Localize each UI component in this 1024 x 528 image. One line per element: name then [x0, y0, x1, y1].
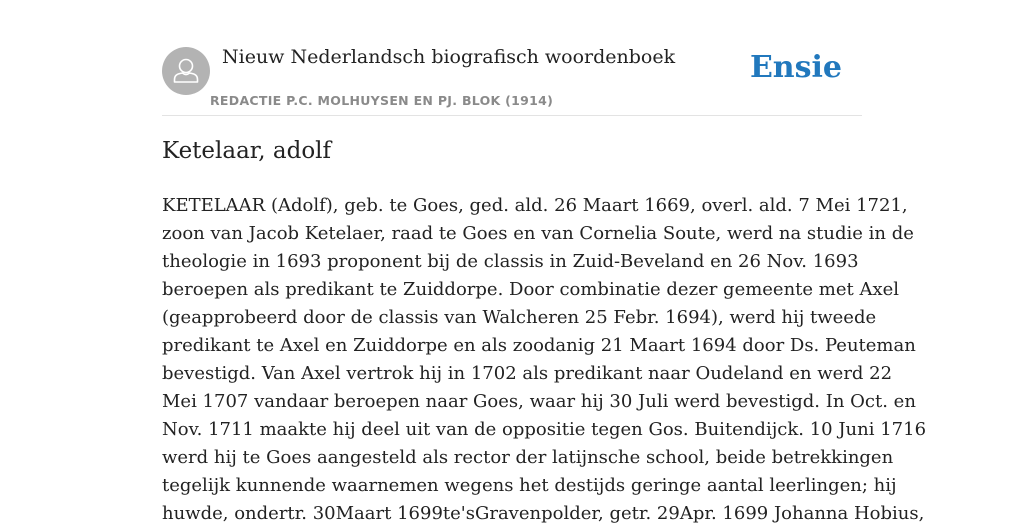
body-line: Mei 1707 vandaar beroepen naar Goes, waar hij 30 Juli werd bevestigd. In Oct. en: [162, 391, 916, 412]
ensie-logo[interactable]: Ensie: [749, 50, 842, 85]
body-line: tegelijk kunnende waarnemen wegens het destijds geringe aantal leerlingen; hij: [162, 475, 897, 496]
entry-body: [162, 192, 927, 528]
body-line: Nov. 1711 maakte hij deel uit van de oppositie tegen Gos. Buitendijck. 10 Juni 1716: [162, 419, 927, 440]
body-line: theologie in 1693 proponent bij de classis in Zuid-Beveland en 26 Nov. 1693: [162, 251, 859, 272]
body-line: zoon van Jacob Ketelaer, raad te Goes en van Cornelia Soute, werd na studie in de: [162, 223, 914, 244]
body-line: KETELAAR (Adolf), geb. te Goes, ged. ald. 26 Maart 1669, overl. ald. 7 Mei 1721,: [162, 195, 908, 216]
source-editors: REDACTIE P.C. MOLHUYSEN EN PJ. BLOK (1914): [210, 93, 554, 108]
body-line: werd hij te Goes aangesteld als rector der latijnsche school, beide betrekkingen: [162, 447, 894, 468]
body-line: (geapprobeerd door de classis van Walcheren 25 Febr. 1694), werd hij tweede: [162, 307, 877, 328]
source-header: [162, 40, 862, 116]
source-title[interactable]: Nieuw Nederlandsch biografisch woordenboek: [222, 46, 676, 68]
body-line: bevestigd. Van Axel vertrok hij in 1702 als predikant naar Oudeland en werd 22: [162, 363, 893, 384]
body-line: beroepen als predikant te Zuiddorpe. Door combinatie dezer gemeente met Axel: [162, 279, 900, 300]
body-line: predikant te Axel en Zuiddorpe en als zoodanig 21 Maart 1694 door Ds. Peuteman: [162, 335, 916, 356]
body-line: huwde, ondertr. 30Maart 1699te'sGravenpolder, getr. 29Apr. 1699 Johanna Hobius,: [162, 503, 925, 524]
entry-title: Ketelaar, adolf: [162, 138, 332, 164]
user-silhouette-icon[interactable]: [162, 47, 210, 95]
